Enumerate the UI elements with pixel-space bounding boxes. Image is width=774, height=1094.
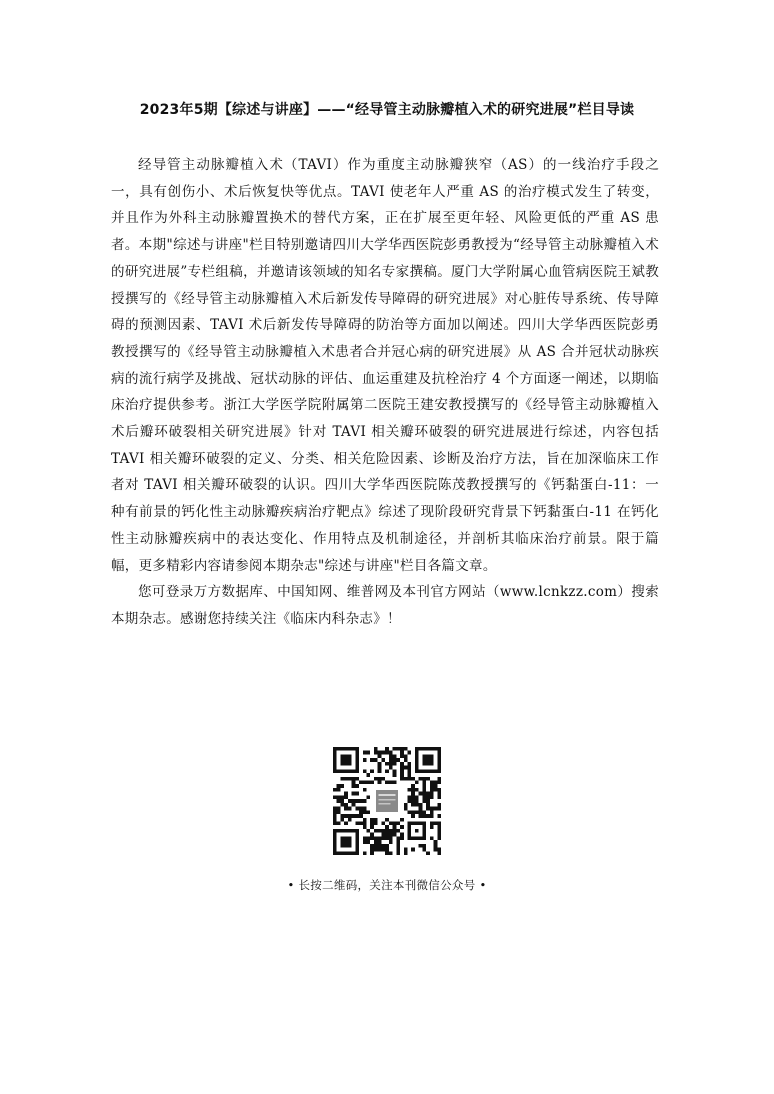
- contact-paragraph: 您可登录万方数据库、中国知网、维普网及本刊官方网站（www.lcnkzz.com）搜索本期杂志。感谢您持续关注《临床内科杂志》！: [111, 584, 659, 627]
- article-body: [111, 152, 659, 633]
- qr-code-image: [333, 747, 441, 855]
- qr-caption: • 长按二维码，关注本刊微信公众号 •: [287, 878, 487, 892]
- wechat-qr-code[interactable]: [333, 747, 441, 855]
- intro-paragraph: 经导管主动脉瓣植入术（TAVI）作为重度主动脉瓣狭窄（AS）的一线治疗手段之一，具有创伤小、术后恢复快等优点。TAVI 使老年人严重 AS 的治疗模式发生了转变，并且作为外科主动脉瓣置换术的替代方案，正在扩展至更年轻、风险更低的严重 AS 患者。本期"综述与讲座"栏目特别邀请四川大学华西医院彭勇教授为“经导管主动脉瓣植入术的研究进展”专栏组稿，并邀请该领域的知名专家撰稿。厦门大学附属心血管病医院王斌教授撰写的《经导管主动脉瓣植入术后新发传导障碍的研究进展》对心脏传导系统、传导障碍的预测因素、TAVI 术后新发传导障碍的防治等方面加以阐述。四川大学华西医院彭勇教授撰写的《经导管主动脉瓣植入术患者合并冠心病的研究进展》从 AS 合并冠状动脉疾病的流行病学及挑战、冠状动脉的评估、血运重建及抗栓治疗 4 个方面逐一阐述，以期临床治疗提供参考。浙江大学医学院附属第二医院王建安教授撰写的《经导管主动脉瓣植入术后瓣环破裂相关研究进展》针对 TAVI 相关瓣环破裂的研究进展进行综述，内容包括 TAVI 相关瓣环破裂的定义、分类、相关危险因素、诊断及治疗方法，旨在加深临床工作者对 TAVI 相关瓣环破裂的认识。四川大学华西医院陈茂教授撰写的《钙黏蛋白-11：一种有前景的钙化性主动脉瓣疾病治疗靶点》综述了现阶段研究背景下钙黏蛋白-11 在钙化性主动脉瓣疾病中的表达变化、作用特点及机制途径，并剖析其临床治疗前景。限于篇幅，更多精彩内容请参阅本期杂志"综述与讲座"栏目各篇文章。: [111, 157, 659, 574]
- page-title: 2023年5期【综述与讲座】——“经导管主动脉瓣植入术的研究进展”栏目导读: [139, 102, 635, 118]
